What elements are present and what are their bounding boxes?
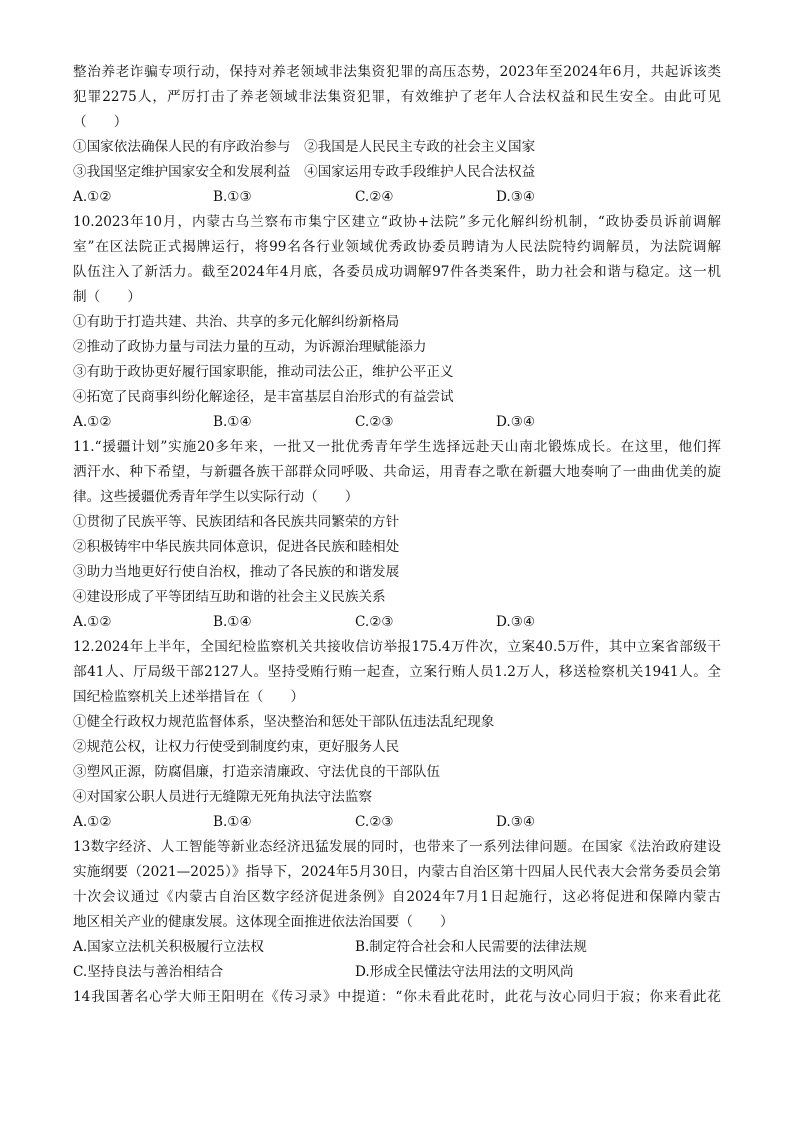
q10-stem-line-3: 队伍注入了新活力。截至2024年4月底，各委员成功调解97件各类案件，助力社会和谐与稳定。这一机 <box>73 264 721 280</box>
q12-statement-3: ③塑风正源，防腐倡廉，打造亲清廉政、守法优良的干部队伍 <box>73 764 441 780</box>
q11-choice-a[interactable]: A.①② <box>73 614 112 630</box>
q12-choice-a[interactable]: A.①② <box>73 814 112 830</box>
q13-choice-d[interactable]: D.形成全民懂法守法用法的文明风尚 <box>355 964 574 980</box>
q10-stem-line-4: 制（ ） <box>73 289 141 305</box>
q9-choice-c[interactable]: C.②④ <box>355 189 394 205</box>
q10-stem-line-1: 10.2023年10月，内蒙古乌兰察布市集宁区建立“政协+法院”多元化解纠纷机制，“政协委员诉前调解 <box>73 214 721 230</box>
q10-choice-c[interactable]: C.②③ <box>355 414 394 430</box>
q12-stem-line-1: 12.2024年上半年，全国纪检监察机关共接收信访举报175.4万件次，立案40.5万件，其中立案省部级干 <box>73 639 721 655</box>
q13-choice-b[interactable]: B.制定符合社会和人民需要的法律法规 <box>355 939 587 955</box>
q10-statement-3: ③有助于政协更好履行国家职能，推动司法公正，维护公平正义 <box>73 364 454 380</box>
q13-stem-line-3: 十次会议通过《内蒙古自治区数字经济促进条例》自2024年7月1日起施行，这必将促进和保障内蒙古 <box>73 889 721 905</box>
q10-choice-a[interactable]: A.①② <box>73 414 112 430</box>
q9-answer-bracket: （ ） <box>73 114 128 130</box>
q14-stem-line-1: 14我国著名心学大师王阳明在《传习录》中提道：“你未看此花时，此花与汝心同归于寂；你来看此花 <box>73 989 721 1005</box>
q11-statement-2: ②积极铸牢中华民族共同体意识，促进各民族和睦相处 <box>73 539 400 555</box>
q9-stem-line-1: 整治养老诈骗专项行动，保持对养老领域非法集资犯罪的高压态势，2023年至2024年6月，共起诉该类 <box>73 64 721 80</box>
q11-stem-line-1: 11.“援疆计划”实施20多年来，一批又一批优秀青年学生选择远赴天山南北锻炼成长。在这里，他们挥 <box>73 439 721 455</box>
q10-statement-2: ②推动了政协力量与司法力量的互动，为诉源治理赋能添力 <box>73 339 427 355</box>
q12-choice-d[interactable]: D.③④ <box>496 814 536 830</box>
q11-stem-line-3: 律。这些援疆优秀青年学生以实际行动（ ） <box>73 489 359 505</box>
q11-stem-line-2: 洒汗水、种下希望，与新疆各族干部群众同呼吸、共命运，用青春之歌在新疆大地奏响了一曲曲优美的旋 <box>73 464 721 480</box>
q12-choice-b[interactable]: B.①④ <box>213 814 252 830</box>
q9-choice-b[interactable]: B.①③ <box>213 189 252 205</box>
q12-statement-1: ①健全行政权力规范监督体系，坚决整治和惩处干部队伍违法乱纪现象 <box>73 714 495 730</box>
q10-choice-b[interactable]: B.①④ <box>213 414 252 430</box>
q10-statement-1: ①有助于打造共建、共治、共享的多元化解纠纷新格局 <box>73 314 400 330</box>
q9-choice-d[interactable]: D.③④ <box>496 189 536 205</box>
q11-statement-4: ④建设形成了平等团结互助和谐的社会主义民族关系 <box>73 589 386 605</box>
q9-stem-line-2: 犯罪2275人，严厉打击了养老领域非法集资犯罪，有效维护了老年人合法权益和民生安全。由此可见 <box>73 89 721 105</box>
q12-stem-line-3: 国纪检监察机关上述举措旨在（ ） <box>73 689 305 705</box>
q10-statement-4: ④拓宽了民商事纠纷化解途径，是丰富基层自治形式的有益尝试 <box>73 389 454 405</box>
q11-choice-b[interactable]: B.①④ <box>213 614 252 630</box>
q9-statement-line-2: ③我国坚定维护国家安全和发展利益 ④国家运用专政手段维护人民合法权益 <box>73 164 536 180</box>
q13-stem-line-4: 地区相关产业的健康发展。这体现全面推进依法治国要（ ） <box>73 914 454 930</box>
q10-choice-d[interactable]: D.③④ <box>496 414 536 430</box>
q9-statement-line-1: ①国家依法确保人民的有序政治参与 ②我国是人民民主专政的社会主义国家 <box>73 139 536 155</box>
q10-stem-line-2: 室”在区法院正式揭牌运行，将99名各行业领域优秀政协委员聘请为人民法院特约调解员，为法院调解 <box>73 239 721 255</box>
q13-choice-c[interactable]: C.坚持良法与善治相结合 <box>73 964 224 980</box>
q12-stem-line-2: 部41人、厅局级干部2127人。坚持受贿行贿一起查，立案行贿人员1.2万人，移送检察机关1941人。全 <box>73 664 721 680</box>
q13-stem-line-1: 13数字经济、人工智能等新业态经济迅猛发展的同时，也带来了一系列法律问题。在国家《法治政府建设 <box>73 839 721 855</box>
q11-statement-3: ③助力当地更好行使自治权，推动了各民族的和谐发展 <box>73 564 400 580</box>
q12-statement-2: ②规范公权，让权力行使受到制度约束，更好服务人民 <box>73 739 400 755</box>
q13-choice-a[interactable]: A.国家立法机关积极履行立法权 <box>73 939 264 955</box>
q12-statement-4: ④对国家公职人员进行无缝隙无死角执法守法监察 <box>73 789 373 805</box>
q13-stem-line-2: 实施纲要（2021—2025）》指导下，2024年5月30日，内蒙古自治区第十四届人民代表大会常务委员会第 <box>73 864 721 880</box>
q11-choice-d[interactable]: D.③④ <box>496 614 536 630</box>
q11-statement-1: ①贯彻了民族平等、民族团结和各民族共同繁荣的方针 <box>73 514 400 530</box>
q12-choice-c[interactable]: C.②③ <box>355 814 394 830</box>
q9-choice-a[interactable]: A.①② <box>73 189 112 205</box>
q11-choice-c[interactable]: C.②③ <box>355 614 394 630</box>
